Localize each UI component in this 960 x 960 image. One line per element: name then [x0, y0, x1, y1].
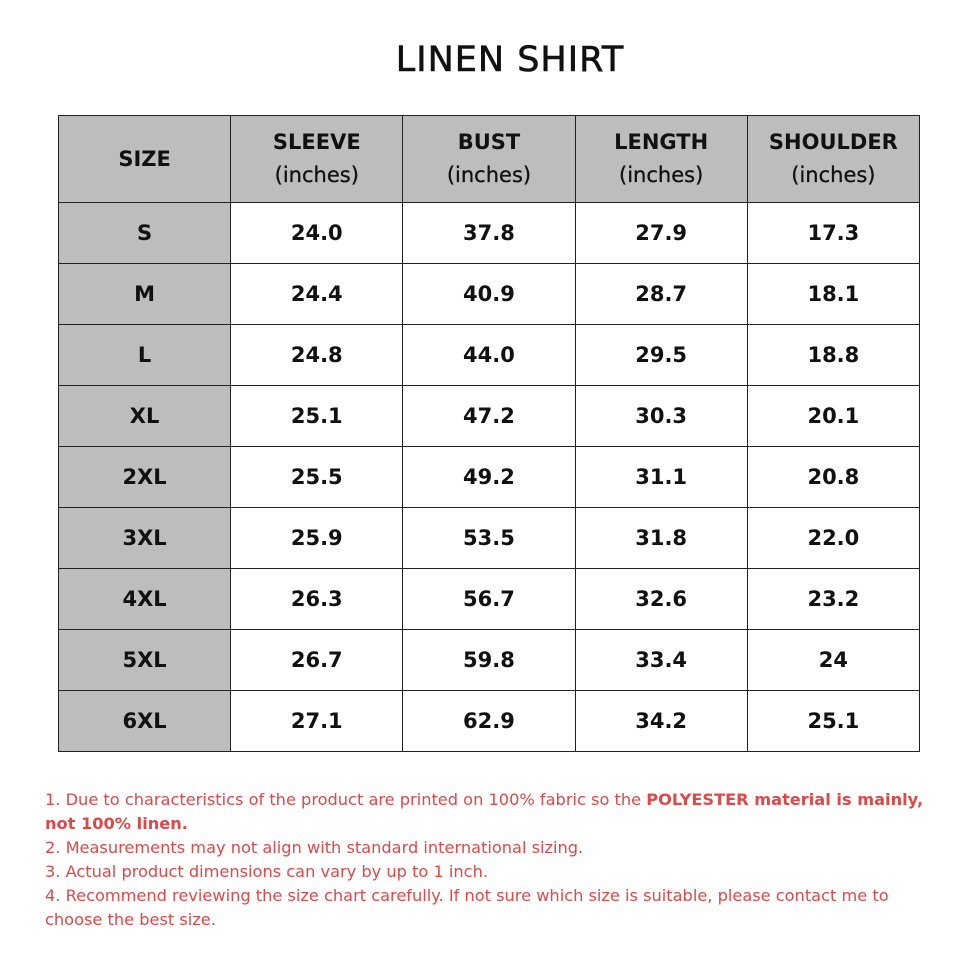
table-row	[59, 264, 920, 325]
notes-section	[45, 788, 935, 932]
sleeve-cell: 25.9	[231, 508, 403, 569]
sleeve-cell: 24.4	[231, 264, 403, 325]
bust-cell: 47.2	[403, 386, 575, 447]
header-bust-label: BUST	[457, 130, 521, 154]
sleeve-cell: 24.0	[231, 203, 403, 264]
size-cell: 5XL	[59, 630, 231, 691]
length-cell: 29.5	[575, 325, 747, 386]
bust-cell: 59.8	[403, 630, 575, 691]
length-cell: 28.7	[575, 264, 747, 325]
bust-cell: 49.2	[403, 447, 575, 508]
length-cell: 32.6	[575, 569, 747, 630]
table-row	[59, 630, 920, 691]
note-1-emphasis: POLYESTER material is mainly,	[646, 790, 924, 809]
note-1-continuation: not 100% linen.	[45, 814, 188, 833]
header-length	[575, 116, 747, 203]
shoulder-cell: 20.1	[747, 386, 919, 447]
sleeve-cell: 27.1	[231, 691, 403, 752]
note-4: 4. Recommend reviewing the size chart carefully. If not sure which size is suitable, please contact me to	[45, 886, 889, 905]
header-shoulder	[747, 116, 919, 203]
sleeve-cell: 26.7	[231, 630, 403, 691]
size-cell: M	[59, 264, 231, 325]
shoulder-cell: 25.1	[747, 691, 919, 752]
bust-cell: 44.0	[403, 325, 575, 386]
header-size-label: SIZE	[118, 146, 171, 171]
length-cell: 30.3	[575, 386, 747, 447]
table-row	[59, 508, 920, 569]
note-3: 3. Actual product dimensions can vary by up to 1 inch.	[45, 862, 488, 881]
table-row	[59, 203, 920, 264]
table-row	[59, 447, 920, 508]
length-cell: 33.4	[575, 630, 747, 691]
header-length-unit: (inches)	[619, 163, 704, 187]
shoulder-cell: 18.1	[747, 264, 919, 325]
size-chart-table	[58, 115, 920, 752]
shoulder-cell: 24	[747, 630, 919, 691]
bust-cell: 62.9	[403, 691, 575, 752]
shoulder-cell: 18.8	[747, 325, 919, 386]
length-cell: 31.1	[575, 447, 747, 508]
header-size	[59, 116, 231, 203]
table-row	[59, 325, 920, 386]
size-cell: 6XL	[59, 691, 231, 752]
length-cell: 34.2	[575, 691, 747, 752]
shoulder-cell: 20.8	[747, 447, 919, 508]
shoulder-cell: 17.3	[747, 203, 919, 264]
sleeve-cell: 25.1	[231, 386, 403, 447]
note-1	[45, 788, 935, 812]
header-sleeve	[231, 116, 403, 203]
page-title: LINEN SHIRT	[395, 40, 625, 80]
header-length-label: LENGTH	[614, 130, 709, 154]
length-cell: 31.8	[575, 508, 747, 569]
header-bust	[403, 116, 575, 203]
table-row	[59, 386, 920, 447]
bust-cell: 56.7	[403, 569, 575, 630]
table-row	[59, 569, 920, 630]
bust-cell: 37.8	[403, 203, 575, 264]
size-cell: 3XL	[59, 508, 231, 569]
shoulder-cell: 22.0	[747, 508, 919, 569]
header-sleeve-label: SLEEVE	[272, 130, 361, 154]
shoulder-cell: 23.2	[747, 569, 919, 630]
header-bust-unit: (inches)	[446, 163, 532, 187]
note-1-text: 1. Due to characteristics of the product are printed on 100% fabric so the	[45, 790, 647, 809]
bust-cell: 40.9	[403, 264, 575, 325]
size-cell: L	[59, 325, 231, 386]
bust-cell: 53.5	[403, 508, 575, 569]
sleeve-cell: 24.8	[231, 325, 403, 386]
header-shoulder-unit: (inches)	[791, 163, 876, 187]
length-cell: 27.9	[575, 203, 747, 264]
table-row	[59, 691, 920, 752]
sleeve-cell: 25.5	[231, 447, 403, 508]
header-shoulder-label: SHOULDER	[768, 130, 898, 154]
size-cell: 4XL	[59, 569, 231, 630]
table-header	[59, 116, 920, 203]
size-cell: 2XL	[59, 447, 231, 508]
size-cell: XL	[59, 386, 231, 447]
header-row	[59, 116, 920, 203]
header-sleeve-unit: (inches)	[274, 163, 359, 187]
size-cell: S	[59, 203, 231, 264]
table-body	[59, 203, 920, 752]
note-2: 2. Measurements may not align with standard international sizing.	[45, 838, 584, 857]
note-4-continuation: choose the best size.	[45, 910, 216, 929]
sleeve-cell: 26.3	[231, 569, 403, 630]
